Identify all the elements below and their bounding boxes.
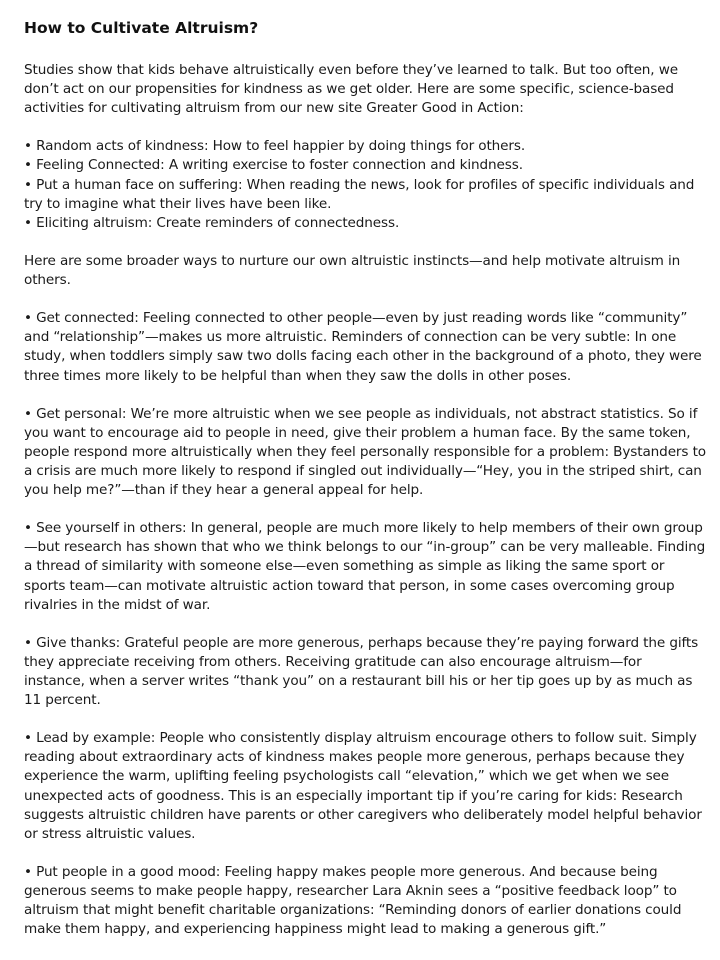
tip-give-thanks: • Give thanks: Grateful people are more generous, perhaps because they’re paying forward the gifts they appreciate receiving from others. Receiving gratitude can also encourage altruism—for instance, when a server writes “thank you” on a restaurant bill his or her tip goes up by as much as 11 percent. [24, 634, 699, 709]
activity-item: • Put a human face on suffering: When reading the news, look for profiles of specific individuals and try to imagine what their lives have been like. [24, 176, 695, 212]
broader-intro-paragraph: Here are some broader ways to nurture our own altruistic instincts—and help motivate altruism in others. [24, 252, 681, 289]
spacer [24, 615, 706, 634]
spacer [24, 500, 706, 519]
tip-good-mood: • Put people in a good mood: Feeling happy makes people more generous. And because being generous seems to make people happy, researcher Lara Aknin sees a “positive feedback loop” to altruism that might benefit charitable organizations: “Reminding donors of earlier donations could make them happy, and experiencing happiness might lead to making a generous gift.” [24, 863, 682, 938]
tip-get-personal: • Get personal: We’re more altruistic when we see people as individuals, not abstract statistics. So if you want to encourage aid to people in need, give their problem a human face. By the same token, people respond more altruistically when they feel personally responsible for a problem: Bystanders to a crisis are much more likely to respond if singled out individually—“Hey, you in the striped shirt, can you help me?”—than if they hear a general appeal for help. [24, 405, 706, 499]
spacer [24, 118, 706, 137]
spacer [24, 386, 706, 405]
tip-see-yourself-in-others: • See yourself in others: In general, people are much more likely to help members of their own group—but research has shown that who we think belongs to our “in-group” can be very malleable. Finding a thread of similarity with someone else—even something as simple as liking the same sport or sports team—can motivate altruistic action toward that person, in some cases overcoming group rivalries in the midst of war. [24, 520, 706, 613]
spacer [24, 710, 706, 729]
spacer [24, 290, 706, 309]
spacer [24, 844, 706, 863]
spacer [24, 233, 706, 252]
article [24, 17, 706, 939]
activity-item: • Random acts of kindness: How to feel happier by doing things for others. [24, 138, 526, 155]
article-title: How to Cultivate Altruism? [24, 19, 259, 37]
tip-lead-by-example: • Lead by example: People who consistently display altruism encourage others to follow suit. Simply reading about extraordinary acts of kindness makes people more generous, perhaps because they experience the warm, uplifting feeling psychologists call “elevation,” which we get when we see unexpected acts of goodness. This is an especially important tip if you’re caring for kids: Research suggests altruistic children have parents or other caregivers who deliberately model helpful behavior or stress altruistic values. [24, 730, 702, 842]
tip-get-connected: • Get connected: Feeling connected to other people—even by just reading words like “community” and “relationship”—makes us more altruistic. Reminders of connection can be very subtle: In one study, when toddlers simply saw two dolls facing each other in the background of a photo, they were three times more likely to be helpful than when they saw the dolls in other poses. [24, 310, 702, 384]
activity-item: • Feeling Connected: A writing exercise to foster connection and kindness. [24, 157, 523, 174]
intro-paragraph: Studies show that kids behave altruistically even before they’ve learned to talk. But too often, we don’t act on our propensities for kindness as we get older. Here are some specific, science-based activities for cultivating altruism from our new site Greater Good in Action: [24, 62, 678, 117]
activity-item: • Eliciting altruism: Create reminders of connectedness. [24, 214, 400, 231]
